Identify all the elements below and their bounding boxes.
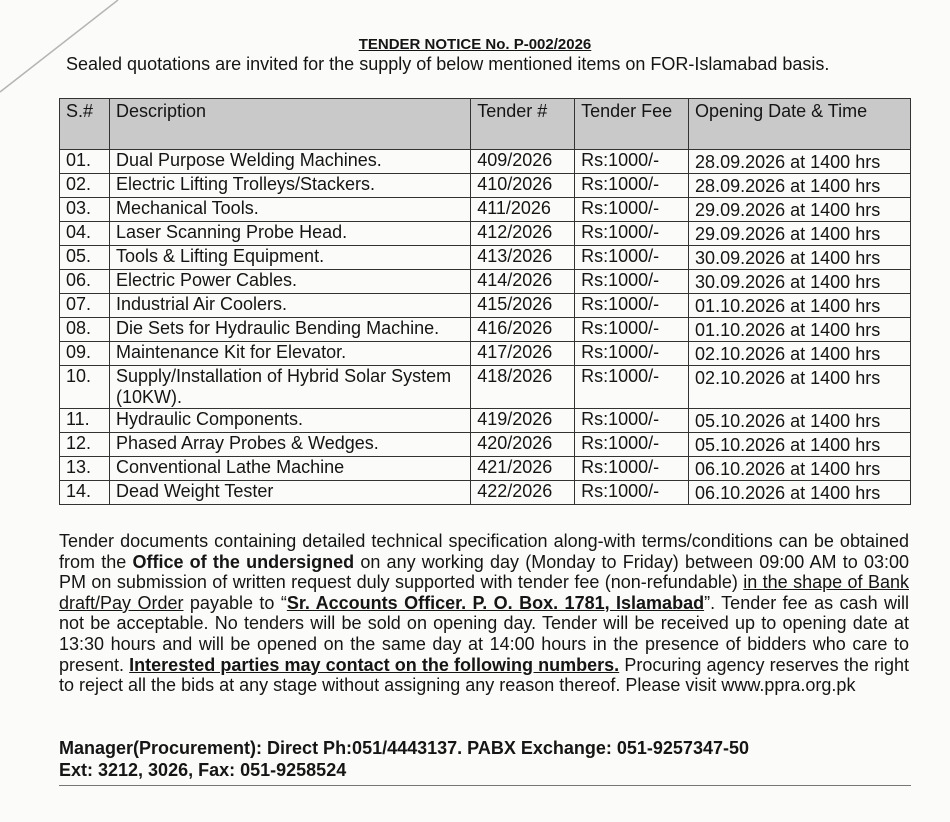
cell-desc: Supply/Installation of Hybrid Solar System (10KW). [109, 366, 470, 409]
cell-desc: Dead Weight Tester [109, 481, 470, 505]
cell-tender: 412/2026 [471, 222, 575, 246]
cell-fee: Rs:1000/- [575, 433, 689, 457]
cell-tender: 415/2026 [471, 294, 575, 318]
cell-tender: 418/2026 [471, 366, 575, 409]
cell-fee: Rs:1000/- [575, 318, 689, 342]
table-row [60, 222, 911, 246]
cell-tender: 414/2026 [471, 270, 575, 294]
contact-line-2: Ext: 3212, 3026, Fax: 051-9258524 [59, 760, 347, 780]
table-header-row [60, 99, 911, 150]
cell-fee: Rs:1000/- [575, 222, 689, 246]
cell-sn: 04. [60, 222, 110, 246]
header-sn: S.# [60, 99, 110, 150]
cell-desc: Maintenance Kit for Elevator. [109, 342, 470, 366]
cell-date: 05.10.2026 at 1400 hrs [689, 433, 911, 457]
table-row [60, 150, 911, 174]
cell-sn: 10. [60, 366, 110, 409]
cell-date: 01.10.2026 at 1400 hrs [689, 294, 911, 318]
cell-tender: 411/2026 [471, 198, 575, 222]
cell-sn: 05. [60, 246, 110, 270]
cell-sn: 14. [60, 481, 110, 505]
cell-desc: Tools & Lifting Equipment. [109, 246, 470, 270]
payment-mode: in the shape of Bank draft/Pay Order [59, 572, 909, 613]
cell-date: 01.10.2026 at 1400 hrs [689, 318, 911, 342]
cell-date: 02.10.2026 at 1400 hrs [689, 342, 911, 366]
cell-fee: Rs:1000/- [575, 246, 689, 270]
header-opening-date: Opening Date & Time [689, 99, 911, 150]
cell-tender: 409/2026 [471, 150, 575, 174]
cell-tender: 422/2026 [471, 481, 575, 505]
cell-date: 29.09.2026 at 1400 hrs [689, 222, 911, 246]
cell-fee: Rs:1000/- [575, 366, 689, 409]
cell-sn: 11. [60, 409, 110, 433]
cell-desc: Dual Purpose Welding Machines. [109, 150, 470, 174]
cell-tender: 417/2026 [471, 342, 575, 366]
cell-sn: 06. [60, 270, 110, 294]
notice-intro: Sealed quotations are invited for the supply of below mentioned items on FOR-Islamabad basis. [66, 54, 830, 74]
instructions-text-1: Tender documents containing detailed technical specification along-with terms/conditions can be obtained from the [59, 531, 909, 572]
cell-fee: Rs:1000/- [575, 481, 689, 505]
instructions-text-4: ”. Tender fee as cash will not be acceptable. No tenders will be sold on opening day. Tender will be received up to opening date at 13:30 hours and will be opened on the same day at 14:00 hours in the presence of bidders who care to present. [59, 592, 910, 675]
cell-tender: 416/2026 [471, 318, 575, 342]
cell-date: 02.10.2026 at 1400 hrs [689, 366, 911, 409]
table-row [60, 246, 911, 270]
cell-desc: Conventional Lathe Machine [109, 457, 470, 481]
instructions-paragraph [59, 531, 909, 695]
contact-line-1: Manager(Procurement): Direct Ph:051/4443137. PABX Exchange: 051-9257347-50 [59, 738, 749, 758]
header-tender-fee: Tender Fee [575, 99, 689, 150]
table-row [60, 433, 911, 457]
cell-fee: Rs:1000/- [575, 294, 689, 318]
cell-fee: Rs:1000/- [575, 198, 689, 222]
cell-tender: 420/2026 [471, 433, 575, 457]
cell-sn: 13. [60, 457, 110, 481]
cell-fee: Rs:1000/- [575, 270, 689, 294]
cell-sn: 01. [60, 150, 110, 174]
instructions-text-3: payable to “ [183, 592, 287, 613]
cell-date: 30.09.2026 at 1400 hrs [689, 246, 911, 270]
cell-tender: 419/2026 [471, 409, 575, 433]
header-tender-number: Tender # [471, 99, 575, 150]
instructions-text-2: on any working day (Monday to Friday) between 09:00 AM to 03:00 PM on submission of written request duly supported with tender fee (non-refundable) [59, 551, 909, 593]
tender-table [59, 98, 911, 505]
cell-sn: 08. [60, 318, 110, 342]
cell-date: 29.09.2026 at 1400 hrs [689, 198, 911, 222]
cell-tender: 413/2026 [471, 246, 575, 270]
table-row [60, 342, 911, 366]
cell-tender: 421/2026 [471, 457, 575, 481]
cell-date: 06.10.2026 at 1400 hrs [689, 457, 911, 481]
table-row [60, 409, 911, 433]
cell-fee: Rs:1000/- [575, 174, 689, 198]
notice-title: TENDER NOTICE No. P-002/2026 [358, 36, 592, 53]
instructions-text-5: Procuring agency reserves the right to reject all the bids at any stage without assigning any reason thereof. Please visit www.ppra.org.pk [59, 654, 909, 696]
contact-block [59, 737, 919, 781]
cell-desc: Electric Lifting Trolleys/Stackers. [109, 174, 470, 198]
bottom-rule [59, 785, 911, 786]
table-row [60, 318, 911, 342]
cell-date: 05.10.2026 at 1400 hrs [689, 409, 911, 433]
cell-sn: 07. [60, 294, 110, 318]
cell-desc: Mechanical Tools. [109, 198, 470, 222]
cell-sn: 03. [60, 198, 110, 222]
table-row [60, 294, 911, 318]
cell-desc: Industrial Air Coolers. [109, 294, 470, 318]
cell-fee: Rs:1000/- [575, 150, 689, 174]
cell-date: 06.10.2026 at 1400 hrs [689, 481, 911, 505]
tender-instructions [59, 531, 909, 696]
table-row [60, 270, 911, 294]
contact-heading: Interested parties may contact on the following numbers. [129, 654, 620, 675]
cell-tender: 410/2026 [471, 174, 575, 198]
cell-date: 30.09.2026 at 1400 hrs [689, 270, 911, 294]
cell-date: 28.09.2026 at 1400 hrs [689, 174, 911, 198]
header-description: Description [109, 99, 470, 150]
cell-sn: 12. [60, 433, 110, 457]
cell-desc: Die Sets for Hydraulic Bending Machine. [109, 318, 470, 342]
table-row [60, 198, 911, 222]
table-row [60, 457, 911, 481]
table-row [60, 366, 911, 409]
table-row [60, 481, 911, 505]
cell-fee: Rs:1000/- [575, 409, 689, 433]
cell-desc: Hydraulic Components. [109, 409, 470, 433]
cell-desc: Electric Power Cables. [109, 270, 470, 294]
office-reference: Office of the undersigned [132, 551, 355, 572]
cell-date: 28.09.2026 at 1400 hrs [689, 150, 911, 174]
cell-sn: 02. [60, 174, 110, 198]
cell-sn: 09. [60, 342, 110, 366]
cell-desc: Phased Array Probes & Wedges. [109, 433, 470, 457]
table-row [60, 174, 911, 198]
cell-fee: Rs:1000/- [575, 457, 689, 481]
cell-desc: Laser Scanning Probe Head. [109, 222, 470, 246]
payee-name: Sr. Accounts Officer. P. O. Box. 1781, Islamabad [286, 592, 705, 613]
cell-fee: Rs:1000/- [575, 342, 689, 366]
